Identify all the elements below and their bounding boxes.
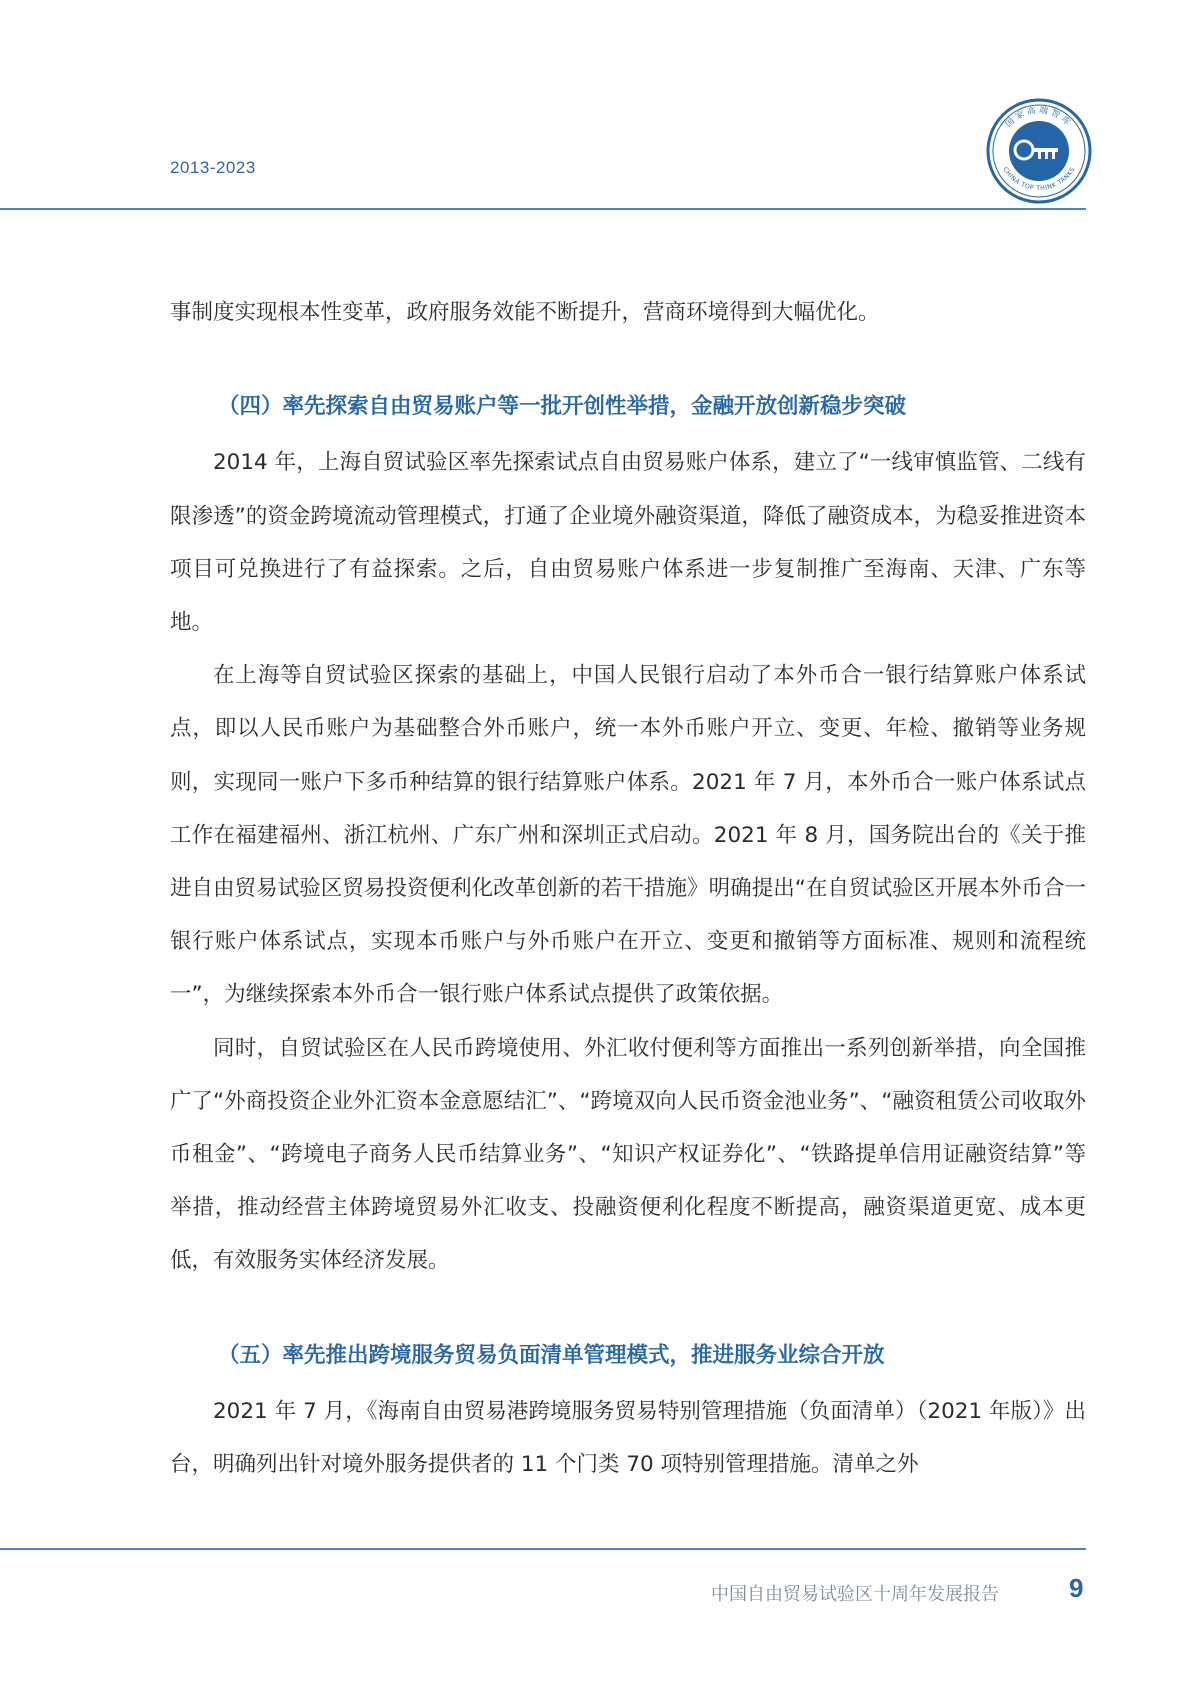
logo-text-bottom: CHINA TOP THINK TANKS	[1001, 166, 1077, 193]
main-content	[170, 286, 1086, 1491]
year-range: 2013-2023	[170, 158, 256, 177]
paragraph-2: 在上海等自贸试验区探索的基础上，中国人民银行启动了本外币合一银行结算账户体系试点，即以人民币账户为基础整合外币账户，统一本外币账户开立、变更、年检、撤销等业务规则，实现同一账户下多币种结算的银行结算账户体系。2021 年 7 月，本外币合一账户体系试点工作在福建福州、浙江杭州、广东广州和深圳正式启动。2021 年 8 月，国务院出台的《关于推进自由贸易试验区贸易投资便利化改革创新的若干措施》明确提出“在自贸试验区开展本外币合一银行账户体系试点，实现本币账户与外币账户在开立、变更和撤销等方面标准、规则和流程统一”，为继续探索本外币合一银行账户体系试点提供了政策依据。	[170, 663, 1086, 1008]
page-number: 9	[1069, 1573, 1084, 1603]
paragraph-intro: 事制度实现根本性变革，政府服务效能不断提升，营商环境得到大幅优化。	[170, 300, 880, 325]
paragraph-4: 2021 年 7 月，《海南自由贸易港跨境服务贸易特别管理措施（负面清单）（2021 年版）》出台，明确列出针对境外服务提供者的 11 个门类 70 项特别管理措施。清单之外	[170, 1398, 1086, 1478]
logo-text-top: 国家高端智库	[1003, 105, 1075, 130]
paragraph-1: 2014 年，上海自贸试验区率先探索试点自由贸易账户体系，建立了“一线审慎监管、二线有限渗透”的资金跨境流动管理模式，打通了企业境外融资渠道，降低了融资成本，为稳妥推进资本项目可兑换进行了有益探索。之后，自由贸易账户体系进一步复制推广至海南、天津、广东等地。	[170, 450, 1086, 636]
china-top-think-tanks-logo-icon	[986, 98, 1092, 204]
header-divider	[0, 208, 1086, 210]
section-heading-4: （四）率先探索自由贸易账户等一批开创性举措，金融开放创新稳步突破	[218, 394, 907, 420]
footer-divider	[0, 1548, 1086, 1550]
paragraph-3: 同时，自贸试验区在人民币跨境使用、外汇收付便利等方面推出一系列创新举措，向全国推广了“外商投资企业外汇资本金意愿结汇”、“跨境双向人民币资金池业务”、“融资租赁公司收取外币租金”、“跨境电子商务人民币结算业务”、“知识产权证券化”、“铁路提单信用证融资结算”等举措，推动经营主体跨境贸易外汇收支、投融资便利化程度不断提高，融资渠道更宽、成本更低，有效服务实体经济发展。	[170, 1035, 1086, 1274]
section-heading-5: （五）率先推出跨境服务贸易负面清单管理模式，推进服务业综合开放	[218, 1342, 885, 1368]
footer-report-title: 中国自由贸易试验区十周年发展报告	[711, 1584, 999, 1605]
